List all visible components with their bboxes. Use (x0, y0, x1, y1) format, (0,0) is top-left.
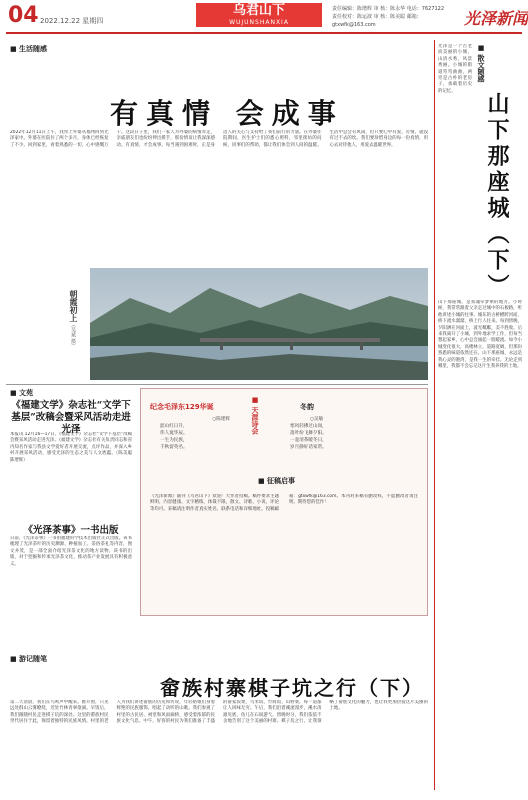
editor-credits: 责任编辑：陈增辉 审 核：陈永华 电话：7627122 责任校对：陈运波 审 核：陈美聪 邮箱：gtxwfk@163.com (332, 6, 445, 28)
poem2-title: 冬韵 (300, 403, 314, 411)
essay-body: 山下那座城，是我魂牵梦萦的地方。小时候，我常常跟着父亲走过城中的石板路，听他讲述小城的往事。城东的古桥横跨河面，桥下流水潺潺，桥上行人往来。每到傍晚，夕阳洒在河面上，波光粼粼，美不胜收。后来我离开了小城，到外地求学工作，但每当想起家乡，心中总会涌起一股暖流。如今小城变化很大，高楼林立，道路宽阔，但那份熟悉的味道依然还在。山下那座城，永远是我心灵的港湾，是我一生的牵挂。无论走到哪里，我都不会忘记这片生我养我的土地。 (438, 300, 522, 370)
landscape-image (90, 268, 428, 380)
travel-section-label: ■ 游记随笔 (10, 655, 48, 663)
life-article-body: 2022年12月11日上午，我带上外婆从福州回到光泽家中。外婆在医院住了两个多月，身体已经恢复了不少。回到家里，看着熟悉的一切，心中感慨万千。这段日子里，我们一家人为外婆的病情奔走，亲戚朋友们也纷纷伸出援手，那份情谊让我深深感动。有真情，才会成事。每当遇到困难时，正是身边人的关心与支持给了我们前行的力量。在外婆住院期间，医生护士们的悉心照料，邻里街坊的问候，同事们的帮助，都让我们体会到人间的温暖。生活中总会有风雨，但只要心中有爱、有情，就没有过不去的坎。我们要珍惜身边的每一份真情，用心去对待他人，用爱去温暖世界。 (10, 130, 428, 148)
essay-intro: 光泽是一个古老而美丽的小城，山清水秀，风景秀丽。小城的街道弯弯曲曲，两旁是古朴的老房子，承载着历史的记忆。 (438, 44, 472, 94)
essay-title: 山下那座城（下） (484, 92, 510, 300)
photo-caption: 朝霞初上 (69, 290, 78, 322)
life-section-label: ■ 生活随感 (10, 45, 48, 53)
photo-author: （吴斌 摄） (70, 322, 76, 349)
news2-title: 《光泽茶事》一书出版 (23, 525, 119, 536)
section-divider (6, 384, 428, 385)
news1-title: 《福建文学》杂志社“文学下基层”改稿会暨采风活动走进光泽 (11, 400, 131, 435)
poetry-section-label: ■ 天涯诗会 (251, 396, 259, 435)
poem2-text (290, 416, 380, 451)
poem1-lines: 韶山红日升， 伟人诞华辰。 一生为民族， 千秋留英名。 (160, 424, 188, 450)
poem2-author: ○吴敏 (310, 417, 324, 422)
notice-body: 《光泽新闻》副刊《乌君山下》欢迎广大作者投稿。稿件要求主题鲜明、内容健康、文字精练，体裁不限，散文、诗歌、小说、评论等均可。来稿请注明作者真实姓名、联系电话和详细地址。投稿邮箱：gtxwfk@163.com。本刊对来稿有删改权，不愿删改者请注明。期待您的佳作！ (150, 494, 418, 512)
page-header (0, 0, 528, 36)
section-name: 乌君山下 (232, 3, 285, 18)
section-pinyin: WUJUNSHANXIA (229, 19, 289, 26)
page-date: 2022.12.22 星期四 (40, 17, 104, 25)
notice-section-label: ■ 征稿启事 (258, 477, 296, 485)
poem1-author: ○陈建辉 (212, 417, 230, 422)
masthead-logo: 光泽新闻 (464, 9, 528, 28)
culture-section-label: ■ 文苑 (10, 389, 34, 397)
section-banner (196, 3, 322, 27)
travel-article-title: 畲族村寨棋子坑之行（下） (160, 676, 424, 700)
news1-body: 本报讯 12月16—17日，《福建文学》杂志社“文学下基层”改稿会暨采风活动走进光泽。《福建文学》杂志社有关负责同志和省内知名作家与我县文学爱好者开展交流，点评作品，并深入乡村开展采风活动，感受光泽的生态之美与人文底蕴。（陈美聪 陈增辉） (10, 432, 132, 463)
travel-article-body: 第二天清晨，我们在鸟鸣声中醒来。推开窗，只见远处群山云雾缭绕，近处竹林青翠欲滴。早饭后，我们跟随村民走进棋子坑的深处。这里的畲族村民世代居住于此，保留着独特的民族风情。村里的老人为我们讲述畲族的历史和传说，年轻姑娘们身着鲜艳的民族服饰，唱起了动听的山歌。我们参观了村里的古民居、祠堂和风雨廊桥，感受着浓郁的民族文化气息。中午，好客的村民为我们准备了丰盛的畲家饭菜，乌米饭、竹筒饭、山野菜，每一道都让人回味无穷。午后，我们沿着溪流漫步，溪水清澈见底，鱼儿在石间游弋。傍晚时分，我们依依不舍地告别了这个美丽的村寨。棋子坑之行，让我领略了畲族文化的魅力，也让我更加热爱这片美丽的土地。 (10, 700, 428, 725)
news2-body: 日前，《光泽茶事》一书由福建科学技术出版社正式出版。该书梳理了光泽茶叶的历史渊源、种植加工、茶俗茶礼等内容，图文并茂，是一部全面介绍光泽茶文化的地方读物。该书的出版，对于挖掘和传承光泽茶文化，推动茶产业发展具有积极意义。 (10, 536, 132, 567)
sunrise-photo (90, 268, 428, 380)
poem1-title: 纪念毛泽东129华诞 (150, 403, 214, 411)
life-article-title: 有真情 会成事 (110, 97, 344, 130)
poem2-lines: 寒风轻拂过山岗， 落叶纷飞舞夕阳。 一壶清茶暖冬日， 岁月静好话家常。 (290, 424, 327, 450)
page-number: 04 (8, 3, 39, 28)
poem1-text (160, 416, 230, 451)
essay-section-label: ■ 散文随感 (477, 44, 485, 83)
header-divider (6, 32, 522, 34)
